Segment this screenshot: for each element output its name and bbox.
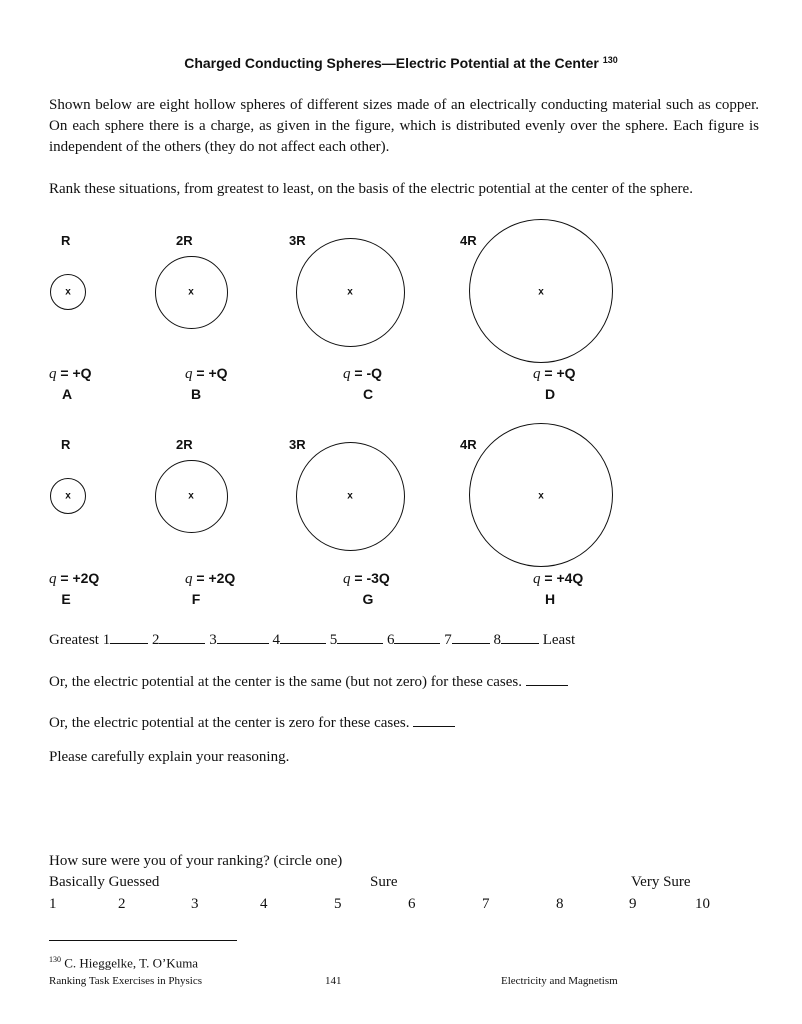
- sphere-g-center-mark: x: [347, 490, 353, 502]
- same-blank[interactable]: [526, 673, 568, 686]
- charge-symbol: q: [49, 366, 57, 382]
- charge-symbol: q: [533, 366, 541, 382]
- ranking-line: [49, 631, 575, 649]
- sphere-a-letter: A: [61, 386, 73, 402]
- same-text: Or, the electric potential at the center is the same (but not zero) for these cases.: [49, 674, 522, 690]
- sphere-f-radius: 2R: [176, 437, 193, 452]
- footnote: [49, 955, 198, 971]
- zero-blank[interactable]: [413, 714, 455, 727]
- charge-symbol: q: [185, 571, 193, 587]
- sphere-e-letter: E: [61, 591, 71, 607]
- same-line: [49, 673, 568, 691]
- footer-book-title: Ranking Task Exercises in Physics: [49, 975, 203, 987]
- rank-7-label: 7: [444, 632, 452, 648]
- rank-2-blank[interactable]: [159, 631, 205, 644]
- charge-symbol: q: [343, 571, 351, 587]
- greatest-label: Greatest: [49, 632, 99, 648]
- sphere-a-radius: R: [61, 233, 71, 248]
- footnote-number: 130: [49, 955, 61, 964]
- sphere-h-charge: q = +4Q: [533, 570, 584, 587]
- confidence-low-label: Basically Guessed: [49, 874, 160, 890]
- sphere-a-center-mark: x: [65, 286, 71, 298]
- confidence-option-6[interactable]: 6: [408, 896, 416, 912]
- intro-paragraph: Shown below are eight hollow spheres of different sizes made of an electrically conducting material such as copper. On each sphere there is a charge, as given in the figure, which is distributed evenly over the sphere. Each figure is independent of the others (they do not affect each other).: [49, 97, 759, 155]
- confidence-option-9[interactable]: 9: [629, 896, 637, 912]
- footnote-rule: [49, 940, 237, 941]
- rank-3-label: 3: [209, 632, 217, 648]
- sphere-e-center-mark: x: [65, 490, 71, 502]
- confidence-option-5[interactable]: 5: [334, 896, 342, 912]
- confidence-question: How sure were you of your ranking? (circle one): [49, 853, 343, 869]
- sphere-f-charge: q = +2Q: [185, 570, 236, 587]
- explain-prompt: Please carefully explain your reasoning.: [49, 749, 290, 765]
- sphere-g-charge: q = -3Q: [343, 570, 390, 587]
- charge-symbol: q: [49, 571, 57, 587]
- rank-1-label: 1: [102, 632, 111, 648]
- rank-7-blank[interactable]: [452, 631, 490, 644]
- confidence-option-7[interactable]: 7: [482, 896, 490, 912]
- rank-2-label: 2: [151, 632, 160, 648]
- footnote-authors: C. Hieggelke, T. O’Kuma: [64, 955, 199, 971]
- title-text: Charged Conducting Spheres—Electric Potential at the Center: [184, 55, 599, 71]
- confidence-option-3[interactable]: 3: [191, 896, 199, 912]
- sphere-d-charge: q = +Q: [533, 365, 576, 382]
- confidence-option-4[interactable]: 4: [260, 896, 268, 912]
- rank-8-label: 8: [493, 632, 501, 648]
- confidence-option-10[interactable]: 10: [695, 896, 710, 912]
- title-footnote-ref: 130: [602, 55, 618, 65]
- rank-6-label: 6: [386, 632, 395, 648]
- sphere-b-radius: 2R: [176, 233, 193, 248]
- least-label: Least: [542, 632, 576, 648]
- sphere-h-center-mark: x: [538, 490, 544, 502]
- sphere-d-letter: D: [544, 386, 556, 402]
- sphere-d-radius: 4R: [460, 233, 477, 248]
- rank-1-blank[interactable]: [110, 631, 148, 644]
- confidence-mid-label: Sure: [370, 874, 398, 890]
- footer-subject: Electricity and Magnetism: [501, 975, 618, 987]
- rank-8-blank[interactable]: [501, 631, 539, 644]
- rank-5-blank[interactable]: [337, 631, 383, 644]
- rank-4-blank[interactable]: [280, 631, 326, 644]
- sphere-h-letter: H: [544, 591, 556, 607]
- rank-6-blank[interactable]: [394, 631, 440, 644]
- sphere-b-charge: q = +Q: [185, 365, 228, 382]
- sphere-e-charge: q = +2Q: [49, 570, 100, 587]
- sphere-c-radius: 3R: [289, 233, 306, 248]
- footer-page-number: 141: [325, 975, 342, 987]
- charge-symbol: q: [185, 366, 193, 382]
- sphere-c-charge: q = -Q: [343, 365, 383, 382]
- confidence-option-1[interactable]: 1: [49, 896, 57, 912]
- sphere-c-center-mark: x: [347, 286, 353, 298]
- rank-5-label: 5: [329, 632, 338, 648]
- question-paragraph: Rank these situations, from greatest to least, on the basis of the electric potential at the center of the sphere.: [49, 181, 693, 197]
- sphere-g-letter: G: [362, 591, 374, 607]
- sphere-b-letter: B: [190, 386, 202, 402]
- confidence-option-2[interactable]: 2: [118, 896, 126, 912]
- sphere-d-center-mark: x: [538, 286, 544, 298]
- zero-text: Or, the electric potential at the center is zero for these cases.: [49, 715, 410, 731]
- sphere-f-center-mark: x: [188, 490, 194, 502]
- sphere-h-radius: 4R: [460, 437, 477, 452]
- sphere-b-center-mark: x: [188, 286, 194, 298]
- sphere-c-letter: C: [362, 386, 374, 402]
- sphere-f-letter: F: [191, 591, 201, 607]
- charge-symbol: q: [343, 366, 351, 382]
- rank-3-blank[interactable]: [217, 631, 269, 644]
- sphere-e-radius: R: [61, 437, 71, 452]
- confidence-high-label: Very Sure: [631, 874, 691, 890]
- sphere-a-charge: q = +Q: [49, 365, 92, 382]
- zero-line: [49, 714, 455, 732]
- page-title: [0, 55, 802, 71]
- charge-symbol: q: [533, 571, 541, 587]
- sphere-g-radius: 3R: [289, 437, 306, 452]
- rank-4-label: 4: [272, 632, 280, 648]
- confidence-option-8[interactable]: 8: [556, 896, 564, 912]
